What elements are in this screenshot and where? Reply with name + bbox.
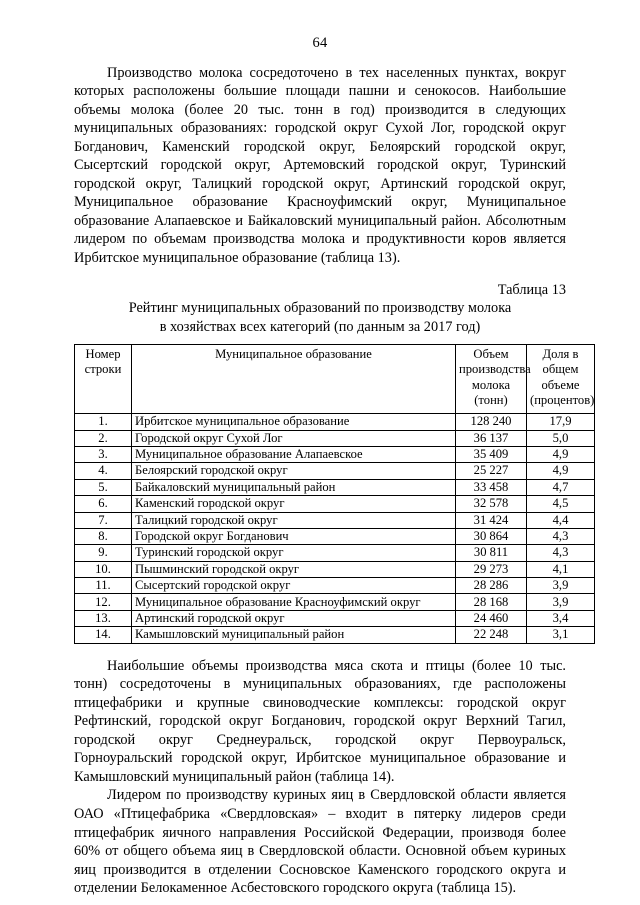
column-header-share <box>527 345 595 414</box>
column-header-share-line-3: (процентов) <box>530 392 595 407</box>
cell-volume: 25 227 <box>456 463 527 479</box>
table-row <box>75 463 595 479</box>
cell-share: 3,9 <box>527 594 595 610</box>
cell-share: 3,1 <box>527 627 595 643</box>
table-row <box>75 512 595 528</box>
table-row <box>75 528 595 544</box>
table-body <box>75 414 595 643</box>
table-row <box>75 545 595 561</box>
table-row <box>75 414 595 430</box>
cell-municipality: Муниципальное образование Красноуфимский округ <box>132 594 456 610</box>
spacer <box>74 268 566 281</box>
cell-volume: 30 811 <box>456 545 527 561</box>
cell-volume: 31 424 <box>456 512 527 528</box>
cell-municipality: Каменский городской округ <box>132 496 456 512</box>
cell-share: 4,3 <box>527 545 595 561</box>
cell-municipality: Городской округ Богданович <box>132 528 456 544</box>
column-header-share-line-1: Доля в общем <box>542 347 579 377</box>
column-header-row-number-line-1: Номер <box>85 347 121 362</box>
cell-volume: 35 409 <box>456 446 527 462</box>
cell-row-number: 11. <box>75 578 132 594</box>
paragraph-egg-production: Лидером по производству куриных яиц в Свердловской области является ОАО «Птицефабрика «Свердловская» – входит в пятерку лидеров среди птицефабрик яичного направления Российской Федерации, производя более 60% от общего объема яиц в Свердловской области. Основной объем куриных яиц производится в отделении Сосновское Каменского городского округа и отделении Белокаменное Асбестовского городского округа (таблица 15). <box>74 787 566 897</box>
table-row <box>75 496 595 512</box>
cell-volume: 32 578 <box>456 496 527 512</box>
table-row <box>75 430 595 446</box>
spacer <box>74 644 566 657</box>
cell-row-number: 8. <box>75 528 132 544</box>
table-header <box>75 345 595 414</box>
table-caption-line-1: Рейтинг муниципальных образований по производству молока <box>128 300 512 317</box>
cell-row-number: 5. <box>75 479 132 495</box>
cell-share: 4,7 <box>527 479 595 495</box>
cell-municipality: Туринский городской округ <box>132 545 456 561</box>
cell-share: 3,9 <box>527 578 595 594</box>
cell-row-number: 12. <box>75 594 132 610</box>
cell-volume: 28 286 <box>456 578 527 594</box>
cell-volume: 33 458 <box>456 479 527 495</box>
cell-volume: 36 137 <box>456 430 527 446</box>
cell-share: 4,4 <box>527 512 595 528</box>
table-row <box>75 479 595 495</box>
table-row <box>75 561 595 577</box>
milk-production-ranking-table <box>74 344 595 643</box>
column-header-volume <box>456 345 531 414</box>
cell-row-number: 13. <box>75 610 132 626</box>
cell-volume: 28 168 <box>456 594 527 610</box>
cell-row-number: 1. <box>75 414 132 430</box>
paragraph-meat-production: Наибольшие объемы производства мяса скота и птицы (более 10 тыс. тонн) сосредоточены в муниципальных образованиях, где расположены птицефабрики и крупные свиноводческие комплексы: городской округ Рефтинский, городской округ Богданович, городской округ Верхний Тагил, городской округ Среднеуральск, городской округ Первоуральск, Горноуральский городской округ, Ирбитское муниципальное образование и Камышловский муниципальный район (таблица 14). <box>74 657 566 785</box>
table-number-label: Таблица 13 <box>497 281 566 298</box>
cell-share: 4,9 <box>527 446 595 462</box>
column-header-volume-line-3: молока (тонн) <box>471 377 511 407</box>
column-header-row-number-line-2: строки <box>84 362 122 377</box>
table-row <box>75 627 595 643</box>
cell-share: 4,3 <box>527 528 595 544</box>
table-row <box>75 610 595 626</box>
column-header-municipality: Муниципальное образование <box>132 345 456 414</box>
table-row <box>75 578 595 594</box>
cell-volume: 128 240 <box>456 414 527 430</box>
cell-municipality: Талицкий городской округ <box>132 512 456 528</box>
paragraph-milk-production: Производство молока сосредоточено в тех населенных пунктах, вокруг которых расположены большие площади пашни и сенокосов. Наибольшие объемы молока (более 20 тыс. тонн в год) производится в следующих муниципальных образованиях: городской округ Сухой Лог, городской округ Богданович, Каменский городской округ, Белоярский городской округ, Сысертский городской округ, Артемовский городской округ, Туринский городской округ, Талицкий городской округ, Артинский городской округ, Муниципальное образование Красноуфимский округ, Муниципальное образование Алапаевское и Байкаловский муниципальный район. Абсолютным лидером по объемам производства молока и продуктивности коров является Ирбитское муниципальное образование (таблица 13). <box>74 64 566 266</box>
cell-share: 4,9 <box>527 463 595 479</box>
cell-row-number: 3. <box>75 446 132 462</box>
cell-municipality: Артинский городской округ <box>132 610 456 626</box>
cell-municipality: Городской округ Сухой Лог <box>132 430 456 446</box>
page-content <box>74 64 595 898</box>
cell-row-number: 7. <box>75 512 132 528</box>
page-number: 64 <box>312 35 328 51</box>
table-row <box>75 446 595 462</box>
cell-row-number: 6. <box>75 496 132 512</box>
table-header-row <box>75 345 595 414</box>
cell-municipality: Пышминский городской округ <box>132 561 456 577</box>
cell-volume: 24 460 <box>456 610 527 626</box>
cell-row-number: 10. <box>75 561 132 577</box>
cell-share: 17,9 <box>527 414 595 430</box>
cell-share: 4,5 <box>527 496 595 512</box>
cell-municipality: Сысертский городской округ <box>132 578 456 594</box>
cell-share: 3,4 <box>527 610 595 626</box>
cell-row-number: 4. <box>75 463 132 479</box>
cell-municipality: Камышловский муниципальный район <box>132 627 456 643</box>
cell-municipality: Ирбитское муниципальное образование <box>132 414 456 430</box>
cell-volume: 22 248 <box>456 627 527 643</box>
cell-row-number: 2. <box>75 430 132 446</box>
cell-municipality: Муниципальное образование Алапаевское <box>132 446 456 462</box>
cell-volume: 29 273 <box>456 561 527 577</box>
cell-municipality: Байкаловский муниципальный район <box>132 479 456 495</box>
cell-row-number: 9. <box>75 545 132 561</box>
table-row <box>75 594 595 610</box>
cell-municipality: Белоярский городской округ <box>132 463 456 479</box>
cell-share: 5,0 <box>527 430 595 446</box>
column-header-row-number <box>75 345 132 414</box>
cell-volume: 30 864 <box>456 528 527 544</box>
column-header-share-line-2: объеме <box>541 377 580 392</box>
column-header-volume-line-1: Объем <box>473 347 509 362</box>
cell-row-number: 14. <box>75 627 132 643</box>
cell-share: 4,1 <box>527 561 595 577</box>
spacer <box>74 336 566 344</box>
table-caption-line-2: в хозяйствах всех категорий (по данным за 2017 год) <box>159 318 481 335</box>
column-header-volume-line-2: производства <box>459 362 531 377</box>
